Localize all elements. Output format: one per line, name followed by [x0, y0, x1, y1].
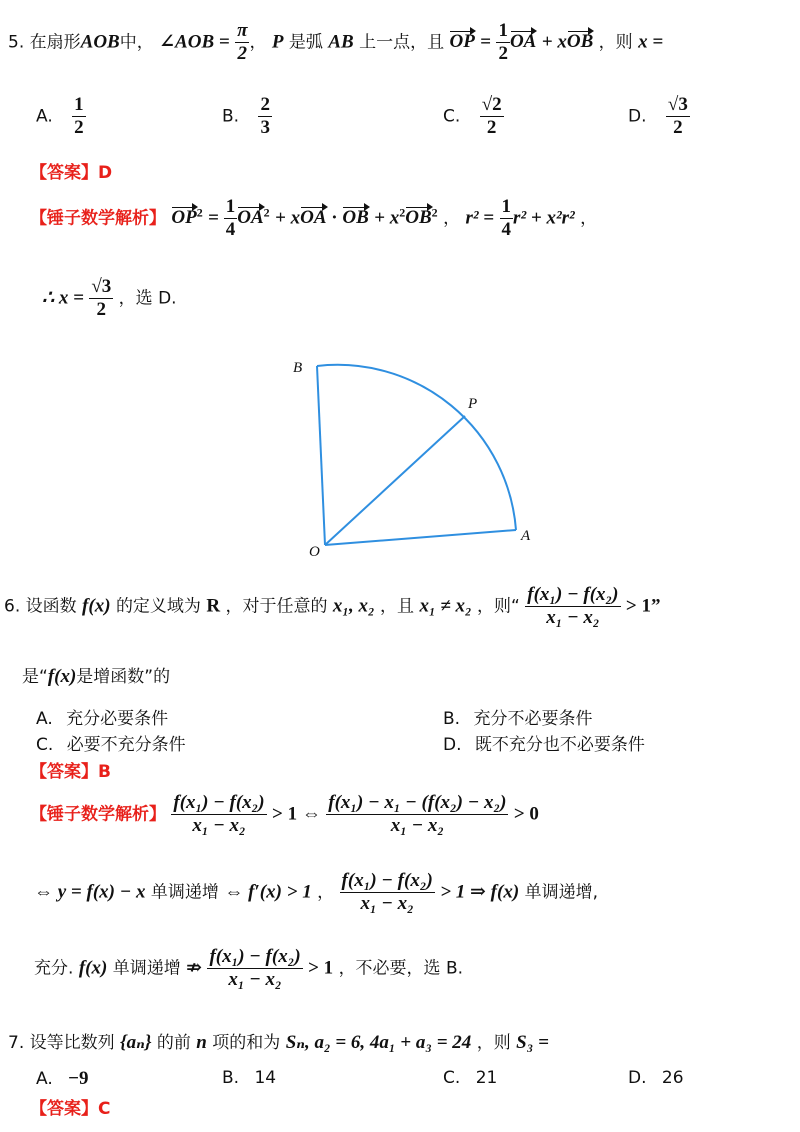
q5-one: 1: [498, 20, 508, 41]
q5-a-r2-rest: r² + x²r²: [513, 207, 575, 229]
q5-two: 2: [237, 42, 248, 64]
q5-therefore: ∴ x =: [42, 287, 84, 309]
q5-vec-op: OP: [449, 31, 475, 53]
q5-a-oa: OA: [237, 207, 264, 229]
q6-l3-c: > 1: [308, 957, 334, 979]
q5-option-d[interactable]: [628, 94, 690, 139]
q5-option-a-den: 2: [74, 116, 84, 138]
q5-option-c-num: √2: [481, 94, 502, 115]
q5-option-a-label: A.: [36, 106, 53, 127]
q6-a-frac2-num: f(x₁) − x₁ − (f(x₂) − x₂): [328, 792, 507, 813]
q6-l2-frac-num: f(x₁) − f(x₂): [341, 870, 433, 891]
label-b: B: [293, 360, 303, 376]
q7-answer: 【答案】C: [30, 1099, 111, 1119]
q6-stem: [4, 584, 660, 629]
q5-option-c-frac: [480, 94, 504, 139]
q5-text-4: 是弧: [288, 32, 323, 53]
q6-number: 6.: [4, 596, 21, 617]
q5-eq: =: [480, 31, 492, 53]
q6-l2-frac: [340, 870, 435, 915]
q6-a-gt1-iff: > 1 ⇔: [272, 803, 321, 825]
q7-cond: Sₙ, a₂ = 6, 4a₁ + a₃ = 24: [285, 1032, 472, 1053]
q6-l2-e: > 1 ⇒ f(x): [440, 881, 520, 903]
q6-option-d-label: D.: [443, 735, 462, 755]
q6-option-d-text: 既不充分也不必要条件: [474, 735, 645, 755]
q6-option-a-text: 充分必要条件: [66, 709, 169, 729]
q6-text-3: ，对于任意的: [225, 596, 328, 617]
q5-therefore-frac: [89, 276, 113, 321]
q5-analysis-line2: [42, 276, 177, 321]
q5-pi: π: [237, 20, 248, 41]
q7-text-3: 项的和为: [212, 1033, 281, 1053]
q6-line2-fx: f(x): [47, 666, 77, 687]
q5-angle: ∠AOB =: [159, 31, 230, 53]
q7-s3: S₃ =: [516, 1032, 549, 1053]
q5-ab: AB: [328, 31, 354, 53]
q5-a-comma: ，: [443, 208, 461, 229]
q7-option-b-text: 14: [254, 1068, 277, 1088]
q6-text-4: ，且: [380, 596, 415, 617]
q6-l2-a: ⇔ y = f(x) − x: [34, 881, 146, 903]
q6-text-1: 设函数: [25, 596, 77, 617]
q5-aob: AOB: [80, 31, 120, 53]
q5-angle-fraction: [235, 20, 249, 65]
q5-option-d-num: √3: [667, 94, 688, 115]
q5-a-quarter2: $\frac{1}{4}$: [501, 196, 512, 240]
q5-a-ob: OB: [342, 207, 369, 229]
q5-x-eq: x =: [638, 31, 664, 53]
q5-number: 5.: [8, 32, 25, 53]
q5-choose: ，选 D.: [118, 288, 177, 309]
q5-a-oa2: OA: [300, 207, 327, 229]
q7-option-d-text: 26: [661, 1068, 684, 1088]
q5-option-d-label: D.: [628, 106, 647, 127]
q6-option-b[interactable]: [443, 704, 592, 729]
q5-vec-ob: OB: [566, 31, 594, 53]
q5-a-op: OP: [171, 207, 197, 229]
q6-a-frac-num: f(x₁) − f(x₂): [173, 792, 265, 813]
q7-number: 7.: [8, 1033, 25, 1053]
q6-analysis-line2: [34, 870, 598, 915]
q6-option-c-text: 必要不充分条件: [66, 735, 186, 755]
arc-ab: [317, 365, 516, 530]
q5-option-d-den: 2: [673, 116, 683, 138]
q6-l3-b: 单调递增: [112, 958, 181, 979]
q6-option-a[interactable]: [36, 704, 168, 729]
q5-text-5: 上一点，且: [359, 32, 445, 53]
q7-option-c-label: C.: [443, 1068, 461, 1088]
q5-a-comma2: ，: [580, 208, 598, 229]
q6-l3-frac-den: x₁ − x₂: [228, 968, 282, 990]
q5-analysis-label: 【锤子数学解析】: [30, 208, 166, 229]
label-p: P: [468, 396, 478, 412]
q7-option-a-label: A.: [36, 1069, 53, 1089]
q7-option-c-text: 21: [475, 1068, 498, 1088]
q6-l3-d: ，不必要，选 B.: [338, 958, 464, 979]
q6-analysis-label: 【锤子数学解析】: [30, 804, 166, 825]
q6-a-frac2: [326, 792, 508, 837]
q6-line2-b: 是增函数”的: [76, 667, 171, 687]
segment-op: [325, 416, 465, 545]
q7-option-b-label: B.: [222, 1068, 240, 1088]
segment-oa: [325, 530, 516, 545]
q6-stem-line2: [22, 662, 170, 688]
q5-option-d-frac: [666, 94, 690, 139]
q6-R: R: [206, 595, 221, 617]
q5-option-c-label: C.: [443, 106, 461, 127]
q5-option-a-frac: [72, 94, 86, 139]
q6-analysis-line1: [30, 792, 539, 837]
q6-stem-frac: [525, 584, 620, 629]
q6-l3-nimp: ⇏: [186, 957, 203, 979]
q5-therefore-den: 2: [96, 298, 107, 320]
q5-vec-oa: OA: [509, 31, 537, 53]
q5-two-b: 2: [498, 42, 508, 64]
q6-l2-frac-den: x₁ − x₂: [360, 892, 414, 914]
q6-neq: x₁ ≠ x₂: [419, 595, 472, 617]
q5-stem: [8, 20, 663, 65]
q5-sector-figure: [285, 350, 545, 565]
q6-a-frac-den: x₁ − x₂: [192, 814, 246, 836]
q6-line2-a: 是“: [22, 667, 48, 687]
q5-a-quarter: $\frac{1}{4}$: [225, 196, 236, 240]
q6-l3-frac: [207, 946, 302, 991]
q6-l3-frac-num: f(x₁) − f(x₂): [209, 946, 301, 967]
q6-l2-f: 单调递增,: [524, 882, 598, 903]
q5-option-b-den: 3: [260, 116, 270, 138]
q7-an: {aₙ}: [120, 1032, 152, 1053]
q5-analysis-line1: 【锤子数学解析】 $OP^2$ = $\frac{1}{4}$ $OA^2$ + xOA · OB + $x^2OB^2$ ， r² = $\frac{1}{4}$ r² + x²r² ，: [30, 196, 598, 240]
q5-option-c-den: 2: [486, 116, 497, 138]
q6-text-5: ，则“: [477, 596, 520, 617]
q5-option-b-label: B.: [222, 106, 240, 127]
q5-answer: 【答案】D: [30, 163, 113, 183]
q6-text-2: 的定义域为: [115, 596, 201, 617]
q6-option-b-text: 充分不必要条件: [473, 709, 593, 729]
q5-p: P: [271, 31, 284, 53]
q6-l2-b: 单调递增: [150, 882, 219, 903]
q6-fx: f(x): [82, 595, 111, 617]
q6-option-c[interactable]: [36, 730, 186, 755]
q6-answer: 【答案】B: [30, 762, 111, 782]
q5-option-b-num: 2: [260, 94, 270, 115]
q6-l3-fx: f(x): [78, 957, 108, 979]
q5-option-a-num: 1: [74, 94, 84, 115]
q6-analysis-line3: [34, 946, 463, 991]
q6-l2-d: ，: [317, 882, 335, 903]
q5-text-3: ，: [249, 32, 267, 53]
q6-a-frac: [171, 792, 266, 837]
q6-gt1: > 1”: [625, 595, 661, 617]
q6-option-d[interactable]: [443, 730, 645, 755]
q7-option-d-label: D.: [628, 1068, 647, 1088]
q7-option-b[interactable]: [222, 1068, 276, 1088]
q7-text-4: ，则: [476, 1033, 511, 1053]
q5-half: [496, 20, 510, 65]
q6-a-frac2-den: x₁ − x₂: [390, 814, 444, 836]
label-a: A: [521, 528, 531, 544]
q7-n: n: [196, 1032, 207, 1053]
q5-text-1: 在扇形: [29, 32, 81, 53]
q5-option-b-frac: [258, 94, 272, 139]
q6-stem-frac-num: f(x₁) − f(x₂): [527, 584, 619, 605]
q5-a-r2: r² =: [465, 207, 495, 229]
q5-option-b[interactable]: [222, 94, 272, 139]
q5-a-ob2: OB: [405, 207, 432, 229]
q6-x1x2: x₁, x₂: [332, 595, 375, 617]
q6-option-c-label: C.: [36, 735, 54, 755]
q5-text-2: 中，: [119, 32, 154, 53]
q7-option-c[interactable]: [443, 1068, 497, 1088]
q5-text-6: ，则: [598, 32, 633, 53]
q7-text-1: 设等比数列: [29, 1033, 115, 1053]
q6-a-gt0: > 0: [513, 803, 539, 825]
q5-option-a[interactable]: [36, 94, 86, 139]
q6-option-a-label: A.: [36, 709, 53, 729]
q6-stem-frac-den: x₁ − x₂: [546, 606, 600, 628]
q6-l3-a: 充分.: [34, 958, 74, 979]
q7-option-a[interactable]: [36, 1068, 88, 1090]
q5-option-c[interactable]: [443, 94, 504, 139]
q5-plus-x: + x: [541, 31, 567, 53]
q7-stem: [8, 1028, 549, 1054]
q7-option-a-text: −9: [68, 1068, 89, 1089]
q7-option-d[interactable]: [628, 1068, 684, 1088]
segment-ob: [317, 366, 325, 545]
q5-therefore-num: √3: [91, 276, 112, 297]
q6-l2-c: ⇔ f′(x) > 1: [224, 881, 312, 903]
q7-text-2: 的前: [156, 1033, 191, 1053]
label-o: O: [309, 544, 320, 560]
q6-option-b-label: B.: [443, 709, 461, 729]
